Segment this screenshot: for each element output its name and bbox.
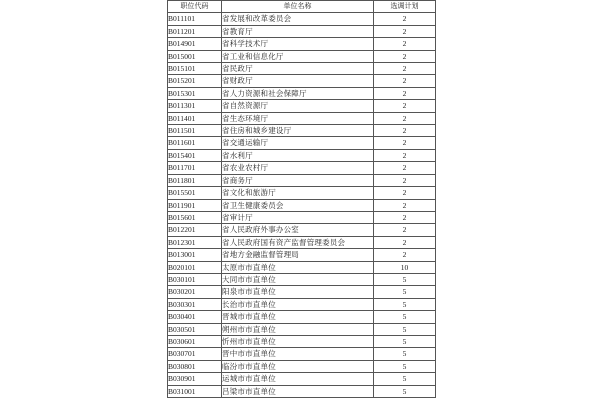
position-code-cell: B013001 [168, 249, 222, 261]
unit-name-cell: 省人民政府国有资产监督管理委员会 [222, 236, 374, 248]
quota-cell: 5 [374, 286, 436, 298]
unit-name-cell: 省水利厅 [222, 149, 374, 161]
quota-cell: 2 [374, 174, 436, 186]
quota-cell: 2 [374, 224, 436, 236]
quota-cell: 2 [374, 236, 436, 248]
position-code-cell: B031001 [168, 385, 222, 397]
quota-cell: 2 [374, 211, 436, 223]
quota-cell: 2 [374, 199, 436, 211]
position-code-cell: B030201 [168, 286, 222, 298]
position-code-cell: B011201 [168, 25, 222, 37]
unit-name-cell: 忻州市市直单位 [222, 335, 374, 347]
table-row [168, 348, 436, 360]
quota-cell: 2 [374, 100, 436, 112]
table-row [168, 63, 436, 75]
quota-cell: 2 [374, 38, 436, 50]
position-code-cell: B011101 [168, 13, 222, 25]
unit-name-cell: 省生态环境厅 [222, 112, 374, 124]
table-row [168, 13, 436, 25]
position-code-cell: B030501 [168, 323, 222, 335]
unit-name-cell: 省人力资源和社会保障厅 [222, 87, 374, 99]
quota-cell: 2 [374, 13, 436, 25]
quota-cell: 2 [374, 149, 436, 161]
unit-name-cell: 省发展和改革委员会 [222, 13, 374, 25]
position-code-cell: B015201 [168, 75, 222, 87]
unit-name-cell: 省住房和城乡建设厅 [222, 125, 374, 137]
table-row [168, 75, 436, 87]
unit-name-cell: 省财政厅 [222, 75, 374, 87]
table-row [168, 211, 436, 223]
table-row [168, 125, 436, 137]
position-code-cell: B015501 [168, 187, 222, 199]
position-code-cell: B020101 [168, 261, 222, 273]
unit-name-cell: 省民政厅 [222, 63, 374, 75]
position-code-cell: B015601 [168, 211, 222, 223]
unit-name-cell: 省人民政府外事办公室 [222, 224, 374, 236]
table-row [168, 199, 436, 211]
table-row [168, 137, 436, 149]
unit-name-cell: 运城市市直单位 [222, 373, 374, 385]
table-row [168, 187, 436, 199]
unit-name-cell: 省自然资源厅 [222, 100, 374, 112]
position-code-cell: B015301 [168, 87, 222, 99]
table-row [168, 25, 436, 37]
unit-name-cell: 省科学技术厅 [222, 38, 374, 50]
quota-cell: 5 [374, 311, 436, 323]
table-row [168, 323, 436, 335]
header-position-code: 职位代码 [168, 1, 222, 13]
quota-cell: 5 [374, 298, 436, 310]
unit-name-cell: 省卫生健康委员会 [222, 199, 374, 211]
quota-cell: 5 [374, 273, 436, 285]
quota-cell: 2 [374, 137, 436, 149]
unit-name-cell: 省交通运输厅 [222, 137, 374, 149]
unit-name-cell: 长治市市直单位 [222, 298, 374, 310]
unit-name-cell: 省工业和信息化厅 [222, 50, 374, 62]
quota-cell: 5 [374, 373, 436, 385]
quota-cell: 2 [374, 162, 436, 174]
table-row [168, 38, 436, 50]
unit-name-cell: 太原市市直单位 [222, 261, 374, 273]
unit-name-cell: 阳泉市市直单位 [222, 286, 374, 298]
position-code-cell: B012201 [168, 224, 222, 236]
unit-name-cell: 晋中市市直单位 [222, 348, 374, 360]
position-code-cell: B030401 [168, 311, 222, 323]
unit-name-cell: 省农业农村厅 [222, 162, 374, 174]
quota-table [167, 0, 436, 398]
unit-name-cell: 省文化和旅游厅 [222, 187, 374, 199]
quota-cell: 10 [374, 261, 436, 273]
position-code-cell: B011601 [168, 137, 222, 149]
position-code-cell: B015101 [168, 63, 222, 75]
table-row [168, 373, 436, 385]
table-row [168, 174, 436, 186]
position-code-cell: B030901 [168, 373, 222, 385]
quota-cell: 2 [374, 187, 436, 199]
table-row [168, 249, 436, 261]
quota-cell: 5 [374, 323, 436, 335]
table-row [168, 273, 436, 285]
quota-cell: 2 [374, 50, 436, 62]
position-code-cell: B030601 [168, 335, 222, 347]
unit-name-cell: 省教育厅 [222, 25, 374, 37]
quota-cell: 2 [374, 112, 436, 124]
position-code-cell: B015401 [168, 149, 222, 161]
table-row [168, 360, 436, 372]
table-row [168, 224, 436, 236]
quota-cell: 5 [374, 335, 436, 347]
table-row [168, 311, 436, 323]
table-row [168, 236, 436, 248]
quota-cell: 2 [374, 75, 436, 87]
table-row [168, 261, 436, 273]
unit-name-cell: 大同市市直单位 [222, 273, 374, 285]
unit-name-cell: 省审计厅 [222, 211, 374, 223]
unit-name-cell: 临汾市市直单位 [222, 360, 374, 372]
quota-cell: 2 [374, 249, 436, 261]
table-row [168, 100, 436, 112]
table-row [168, 149, 436, 161]
position-code-cell: B011501 [168, 125, 222, 137]
quota-cell: 2 [374, 63, 436, 75]
unit-name-cell: 吕梁市市直单位 [222, 385, 374, 397]
table-row [168, 298, 436, 310]
position-code-cell: B015001 [168, 50, 222, 62]
unit-name-cell: 省地方金融监督管理局 [222, 249, 374, 261]
quota-cell: 2 [374, 125, 436, 137]
table-row [168, 112, 436, 124]
position-code-cell: B011801 [168, 174, 222, 186]
position-code-cell: B030301 [168, 298, 222, 310]
unit-name-cell: 晋城市市直单位 [222, 311, 374, 323]
position-code-cell: B011701 [168, 162, 222, 174]
header-unit-name: 单位名称 [222, 1, 374, 13]
position-code-cell: B011301 [168, 100, 222, 112]
header-row [168, 1, 436, 13]
unit-name-cell: 省商务厅 [222, 174, 374, 186]
position-code-cell: B011901 [168, 199, 222, 211]
table-row [168, 87, 436, 99]
unit-name-cell: 朔州市市直单位 [222, 323, 374, 335]
position-code-cell: B030701 [168, 348, 222, 360]
table-body [168, 13, 436, 398]
quota-cell: 5 [374, 360, 436, 372]
position-code-cell: B012301 [168, 236, 222, 248]
table-row [168, 385, 436, 397]
table-row [168, 50, 436, 62]
position-code-cell: B030101 [168, 273, 222, 285]
table-row [168, 162, 436, 174]
position-code-cell: B030801 [168, 360, 222, 372]
table-header [168, 1, 436, 13]
quota-cell: 5 [374, 348, 436, 360]
header-quota: 选调计划 [374, 1, 436, 13]
table-row [168, 335, 436, 347]
position-code-cell: B011401 [168, 112, 222, 124]
position-code-cell: B014901 [168, 38, 222, 50]
quota-cell: 2 [374, 25, 436, 37]
table-row [168, 286, 436, 298]
quota-cell: 2 [374, 87, 436, 99]
quota-cell: 5 [374, 385, 436, 397]
